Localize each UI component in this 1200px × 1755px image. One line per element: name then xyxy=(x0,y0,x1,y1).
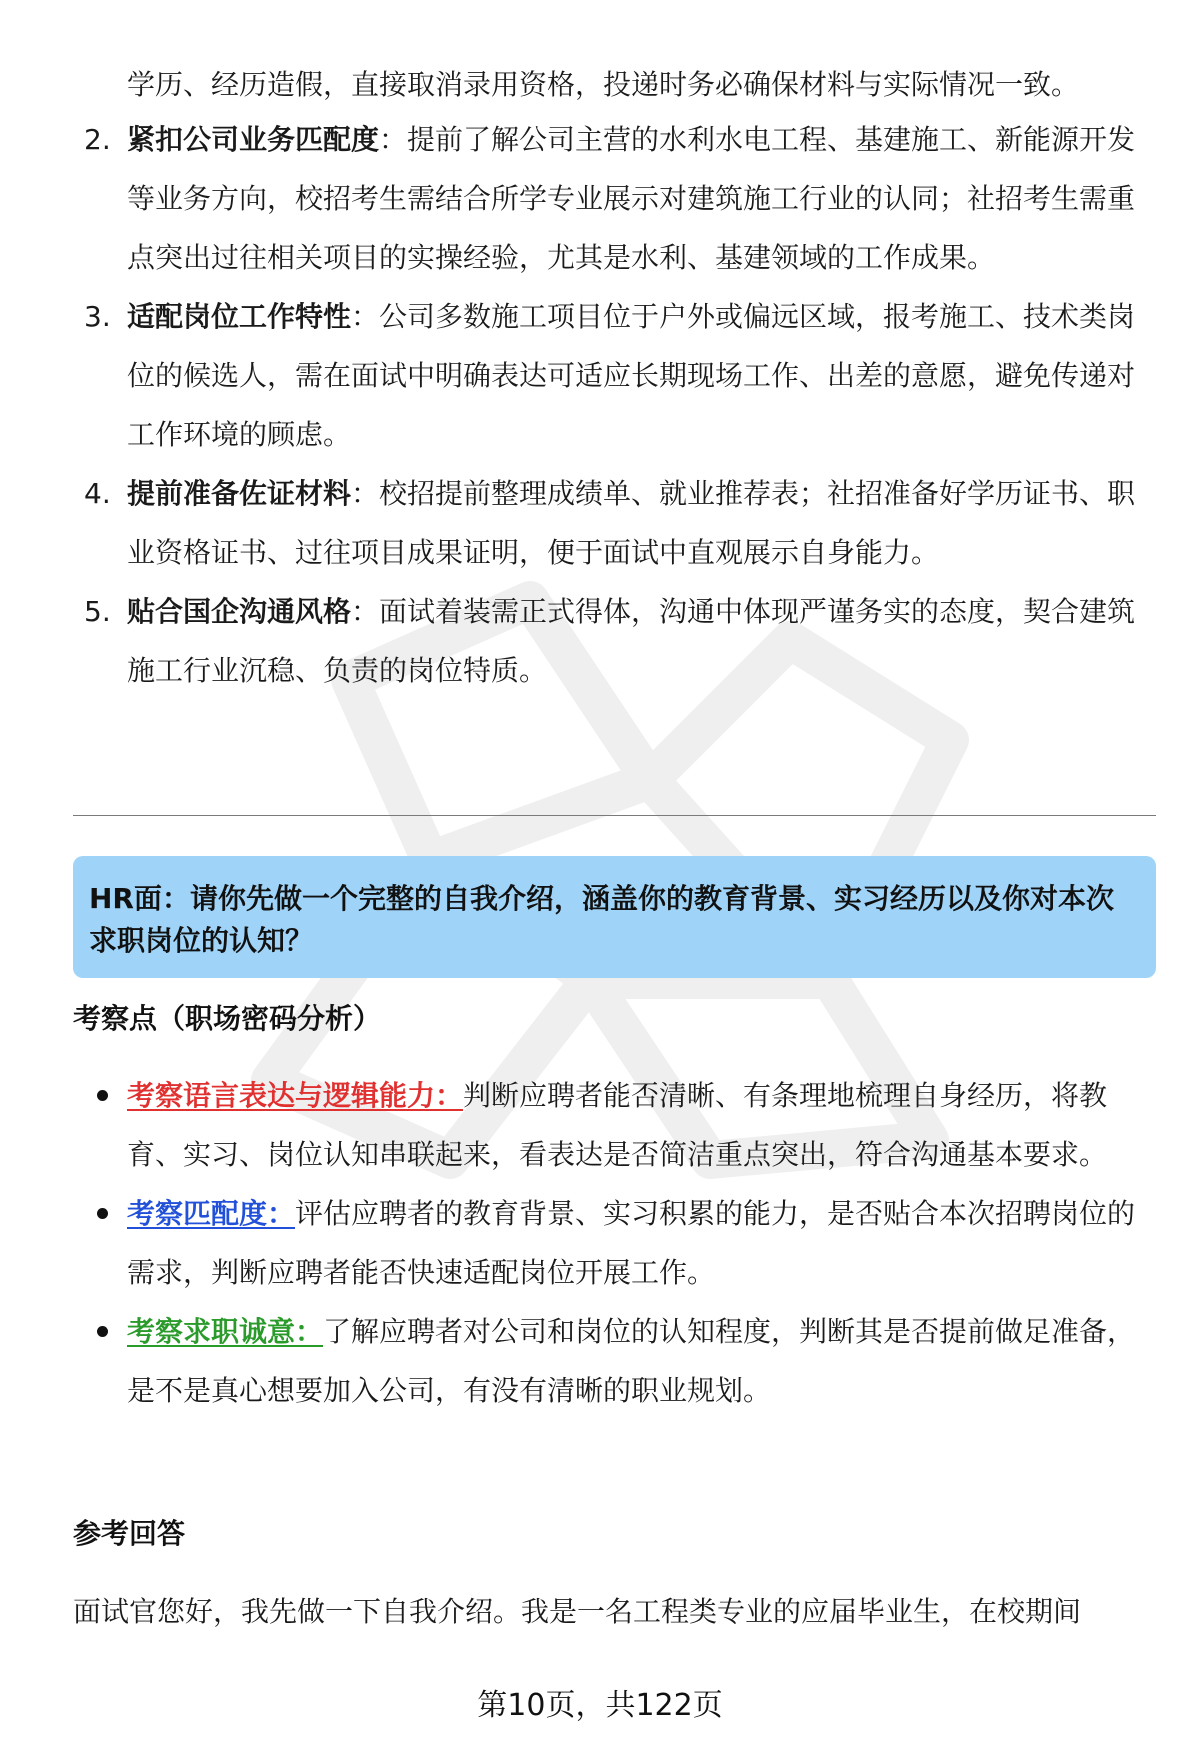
continuation-paragraph: 学历、经历造假，直接取消录用资格，投递时务必确保材料与实际情况一致。 xyxy=(127,68,1080,101)
point-text: 了解应聘者对公司和岗位的认知程度，判断其是否提前做足准备，是不是真心想要加入公司，有没有清晰的职业规划。 xyxy=(127,1315,1136,1407)
tip-text: ：提前了解公司主营的水利水电工程、基建施工、新能源开发等业务方向，校招考生需结合所学专业展示对建筑施工行业的认同；社招考生需重点突出过往相关项目的实操经验，尤其是水利、基建领域的工作成果。 xyxy=(127,123,1136,274)
tips-list xyxy=(0,110,1200,700)
tip-number: 3. xyxy=(84,300,111,333)
page-footer: 第10页，共122页 xyxy=(477,1688,723,1723)
bullet-icon xyxy=(97,1208,108,1219)
tip-text: ：校招提前整理成绩单、就业推荐表；社招准备好学历证书、职业资格证书、过往项目成果证明，便于面试中直观展示自身能力。 xyxy=(127,477,1136,569)
question-text: HR面：请你先做一个完整的自我介绍，涵盖你的教育背景、实习经历以及你对本次求职岗位的认知？ xyxy=(89,882,1114,957)
section-divider xyxy=(73,815,1156,816)
tip-item xyxy=(0,582,1200,700)
point-label: 考察语言表达与逻辑能力： xyxy=(127,1079,464,1112)
bullet-icon xyxy=(97,1090,108,1101)
tip-item xyxy=(0,464,1200,582)
bullet-icon xyxy=(97,1326,108,1337)
tip-number: 5. xyxy=(84,595,111,628)
inspection-point xyxy=(0,1184,1200,1302)
point-text: 评估应聘者的教育背景、实习积累的能力，是否贴合本次招聘岗位的需求，判断应聘者能否快速适配岗位开展工作。 xyxy=(127,1197,1136,1289)
inspection-point xyxy=(0,1066,1200,1184)
point-label: 考察匹配度： xyxy=(127,1197,296,1230)
point-label: 考察求职诚意： xyxy=(127,1315,324,1348)
tip-number: 2. xyxy=(84,123,111,156)
tip-title: 提前准备佐证材料 xyxy=(127,477,352,510)
answer-paragraph: 面试官您好，我先做一下自我介绍。我是一名工程类专业的应届毕业生，在校期间 xyxy=(73,1595,1082,1628)
tip-number: 4. xyxy=(84,477,111,510)
inspection-heading: 考察点（职场密码分析） xyxy=(73,1002,382,1035)
reference-heading: 参考回答 xyxy=(73,1517,186,1550)
point-text: 判断应聘者能否清晰、有条理地梳理自身经历，将教育、实习、岗位认知串联起来，看表达是否简洁重点突出，符合沟通基本要求。 xyxy=(127,1079,1108,1171)
tip-text: ：公司多数施工项目位于户外或偏远区域，报考施工、技术类岗位的候选人，需在面试中明确表达可适应长期现场工作、出差的意愿，避免传递对工作环境的顾虑。 xyxy=(127,300,1136,451)
tip-text: ：面试着装需正式得体，沟通中体现严谨务实的态度，契合建筑施工行业沉稳、负责的岗位特质。 xyxy=(127,595,1136,687)
tip-title: 适配岗位工作特性 xyxy=(127,300,352,333)
tip-item xyxy=(0,110,1200,287)
tip-title: 贴合国企沟通风格 xyxy=(127,595,352,628)
inspection-points-list xyxy=(0,1066,1200,1420)
inspection-point xyxy=(0,1302,1200,1420)
tip-item xyxy=(0,287,1200,464)
tip-title: 紧扣公司业务匹配度 xyxy=(127,123,380,156)
question-box xyxy=(73,856,1156,978)
